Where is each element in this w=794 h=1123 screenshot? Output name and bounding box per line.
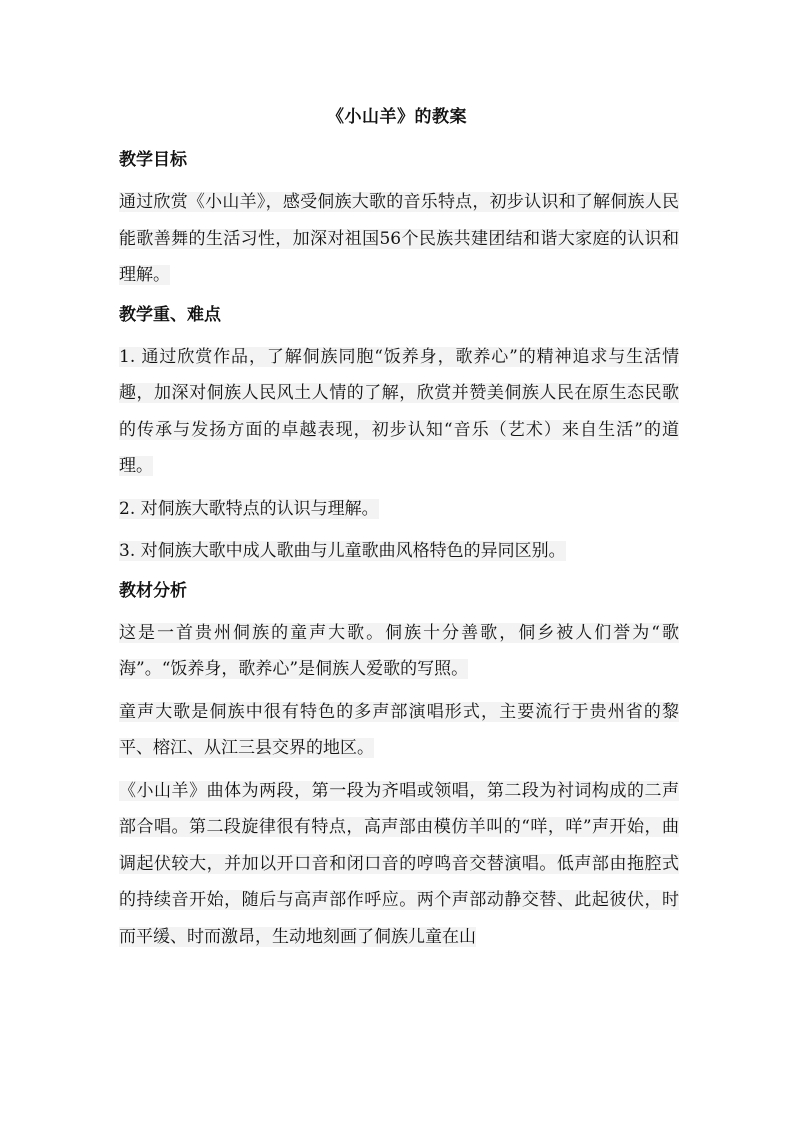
document-title: 《小山羊》的教案: [327, 107, 467, 127]
section-heading-teaching-goals: 教学目标: [119, 150, 187, 170]
section-heading-material-analysis: 教材分析: [119, 580, 187, 601]
paragraph-text: 2. 对侗族大歌特点的认识与理解。: [119, 498, 379, 519]
paragraph-text: 1. 通过欣赏作品，了解侗族同胞“饭养身，歌养心”的精神追求与生活情趣，加深对侗族人民风土人情的了解，欣赏并赞美侗族人民在原生态民歌的传承与发扬方面的卓越表现，初步认知“音乐（艺术）来自生活”的道理。: [119, 346, 679, 476]
paragraph-text: 通过欣赏《小山羊》，感受侗族大歌的音乐特点，初步认识和了解侗族人民能歌善舞的生活习性，加深对祖国56个民族共建团结和谐大家庭的认识和理解。: [119, 192, 679, 285]
paragraph: [119, 615, 679, 688]
paragraph: [119, 694, 679, 767]
paragraph: [119, 773, 679, 956]
paragraph: [119, 491, 679, 528]
section-heading-key-points: 教学重、难点: [119, 304, 221, 325]
paragraph-text: 童声大歌是侗族中很有特色的多声部演唱形式，主要流行于贵州省的黎平、榕江、从江三县交界的地区。: [119, 701, 679, 758]
document-body: [119, 145, 679, 961]
paragraph: [119, 339, 679, 485]
paragraph-text: 这是一首贵州侗族的童声大歌。侗族十分善歌，侗乡被人们誉为“歌海”。“饭养身，歌养心”是侗族人爱歌的写照。: [119, 622, 679, 679]
paragraph-text: 3. 对侗族大歌中成人歌曲与儿童歌曲风格特色的异同区别。: [119, 541, 566, 561]
paragraph: [119, 184, 679, 294]
paragraph: [119, 533, 679, 570]
paragraph-text: 《小山羊》曲体为两段，第一段为齐唱或领唱，第二段为衬词构成的二声部合唱。第二段旋律很有特点，高声部由模仿羊叫的“咩，咩”声开始，曲调起伏较大，并加以开口音和闭口音的哼鸣音交替演唱。低声部由拖腔式的持续音开始，随后与高声部作呼应。两个声部动静交替、此起彼伏，时而平缓、时而激昂，生动地刻画了侗族儿童在山: [119, 780, 679, 947]
